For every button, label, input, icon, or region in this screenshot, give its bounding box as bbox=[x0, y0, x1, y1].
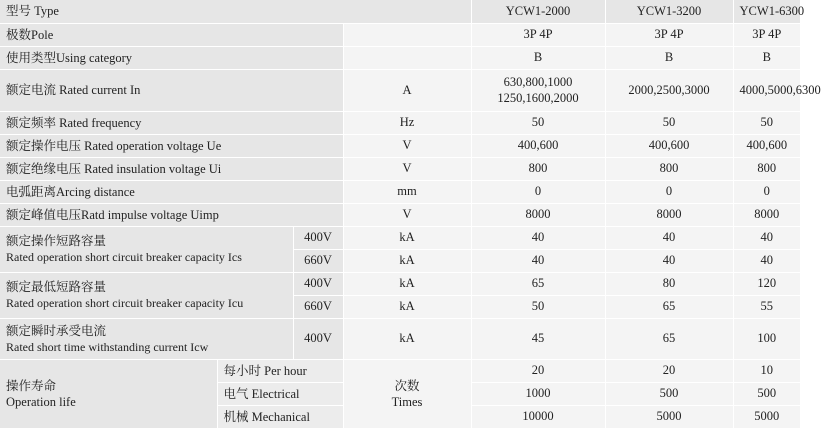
icw-val-3: 100 bbox=[733, 318, 800, 359]
arcing-label bbox=[0, 180, 343, 203]
life-electrical-val-1: 1000 bbox=[471, 382, 605, 405]
rated-current-en: Rated current In bbox=[56, 83, 141, 97]
ins-voltage-label bbox=[0, 157, 343, 180]
icu-400-unit: kA bbox=[343, 272, 471, 295]
ins-voltage-en: Rated insulation voltage Ui bbox=[81, 161, 222, 176]
life-mechanical-cn: 机械 bbox=[223, 408, 249, 424]
ics-400-unit: kA bbox=[343, 226, 471, 249]
life-hour-val-2: 20 bbox=[605, 360, 733, 383]
icu-660-voltage: 660V bbox=[293, 295, 343, 318]
life-hour-label bbox=[217, 360, 343, 383]
ics-660-voltage: 660V bbox=[293, 249, 343, 272]
unit-header bbox=[343, 0, 471, 23]
icw-en: Rated short time withstanding current Icw bbox=[6, 339, 209, 354]
ics-400-val-1: 40 bbox=[471, 226, 605, 249]
rated-current-val-1-line2: 1250,1600,2000 bbox=[497, 91, 579, 105]
life-electrical-val-3: 500 bbox=[733, 382, 800, 405]
rated-current-val-2: 2000,2500,3000 bbox=[605, 69, 733, 111]
impulse-en: Ratd impulse voltage Uimp bbox=[81, 207, 219, 222]
op-voltage-en: Rated operation voltage Ue bbox=[81, 138, 222, 153]
type-label-cn: 型号 bbox=[6, 3, 32, 19]
icw-cn: 额定瞬时承受电流 bbox=[6, 322, 107, 338]
life-table bbox=[0, 360, 800, 429]
arcing-cn: 电弧距离 bbox=[6, 183, 57, 199]
life-hour-val-1: 20 bbox=[471, 360, 605, 383]
category-unit bbox=[343, 46, 471, 69]
row-icw bbox=[0, 318, 800, 359]
row-category bbox=[0, 46, 800, 69]
type-label bbox=[0, 0, 343, 23]
ics-660-val-1: 40 bbox=[471, 249, 605, 272]
icw-val-2: 65 bbox=[605, 318, 733, 359]
model-3: YCW1-6300 bbox=[733, 0, 800, 23]
icu-660-val-1: 50 bbox=[471, 295, 605, 318]
op-voltage-cn: 额定操作电压 bbox=[6, 137, 82, 153]
icu-660-val-3: 55 bbox=[733, 295, 800, 318]
spec-table bbox=[0, 0, 805, 24]
category-cn: 使用类型 bbox=[6, 49, 57, 65]
ics-660-val-3: 40 bbox=[733, 249, 800, 272]
icu-400-val-1: 65 bbox=[471, 272, 605, 295]
icu-660-unit: kA bbox=[343, 295, 471, 318]
impulse-cn: 额定峰值电压 bbox=[6, 206, 82, 222]
frequency-val-2: 50 bbox=[605, 111, 733, 134]
life-electrical-en: Electrical bbox=[248, 386, 300, 401]
op-voltage-label bbox=[0, 134, 343, 157]
ics-en: Rated operation short circuit breaker capacity Ics bbox=[6, 250, 242, 264]
life-electrical-label bbox=[217, 382, 343, 405]
op-voltage-val-2: 400,600 bbox=[605, 134, 733, 157]
ics-660-unit: kA bbox=[343, 249, 471, 272]
row-life-hour bbox=[0, 360, 800, 383]
pole-unit bbox=[343, 24, 471, 47]
type-label-en: Type bbox=[31, 4, 59, 19]
ics-cn: 额定操作短路容量 bbox=[6, 233, 107, 248]
frequency-label bbox=[0, 111, 343, 134]
arcing-en: Arcing distance bbox=[56, 184, 135, 199]
life-mechanical-en: Mechanical bbox=[248, 409, 310, 424]
icw-label bbox=[0, 318, 293, 359]
life-en: Operation life bbox=[6, 394, 76, 409]
ins-voltage-unit: V bbox=[343, 157, 471, 180]
op-voltage-val-1: 400,600 bbox=[471, 134, 605, 157]
arcing-val-2: 0 bbox=[605, 180, 733, 203]
category-label bbox=[0, 46, 343, 69]
life-electrical-cn: 电气 bbox=[223, 385, 249, 401]
icw-voltage: 400V bbox=[293, 318, 343, 359]
life-unit bbox=[343, 360, 471, 429]
icu-label bbox=[0, 272, 293, 318]
header-row bbox=[0, 0, 800, 23]
row-op-voltage bbox=[0, 134, 800, 157]
impulse-val-3: 8000 bbox=[733, 203, 800, 226]
row-pole bbox=[0, 24, 800, 47]
impulse-label bbox=[0, 203, 343, 226]
ins-voltage-val-1: 800 bbox=[471, 157, 605, 180]
row-icu-400 bbox=[0, 272, 800, 295]
ics-400-val-2: 40 bbox=[605, 226, 733, 249]
pole-cn: 极数 bbox=[6, 26, 32, 42]
row-impulse bbox=[0, 203, 800, 226]
ics-400-val-3: 40 bbox=[733, 226, 800, 249]
impulse-unit: V bbox=[343, 203, 471, 226]
rated-current-cn: 额定电流 bbox=[6, 82, 57, 97]
life-label bbox=[0, 360, 217, 429]
life-mechanical-val-1: 10000 bbox=[471, 405, 605, 428]
pole-en: Pole bbox=[31, 27, 54, 42]
pole-val-1: 3P 4P bbox=[471, 24, 605, 47]
life-unit-en: Times bbox=[391, 394, 423, 409]
op-voltage-val-3: 400,600 bbox=[733, 134, 800, 157]
ics-label bbox=[0, 226, 293, 272]
row-rated-current bbox=[0, 69, 800, 111]
ins-voltage-val-3: 800 bbox=[733, 157, 800, 180]
category-val-3: B bbox=[733, 46, 800, 69]
pole-val-2: 3P 4P bbox=[605, 24, 733, 47]
pole-label bbox=[0, 24, 343, 47]
frequency-val-1: 50 bbox=[471, 111, 605, 134]
life-mechanical-val-3: 5000 bbox=[733, 405, 800, 428]
ins-voltage-val-2: 800 bbox=[605, 157, 733, 180]
icu-660-val-2: 65 bbox=[605, 295, 733, 318]
icw-unit: kA bbox=[343, 318, 471, 359]
ics-660-val-2: 40 bbox=[605, 249, 733, 272]
rated-current-label bbox=[0, 69, 343, 111]
rated-current-val-1 bbox=[471, 69, 605, 111]
impulse-val-1: 8000 bbox=[471, 203, 605, 226]
impulse-val-2: 8000 bbox=[605, 203, 733, 226]
row-ics-400 bbox=[0, 226, 800, 249]
arcing-val-3: 0 bbox=[733, 180, 800, 203]
rated-current-val-1-line1: 630,800,1000 bbox=[503, 75, 573, 89]
icu-400-voltage: 400V bbox=[293, 272, 343, 295]
life-mechanical-val-2: 5000 bbox=[605, 405, 733, 428]
category-val-2: B bbox=[605, 46, 733, 69]
category-en: Using category bbox=[56, 50, 133, 65]
life-electrical-val-2: 500 bbox=[605, 382, 733, 405]
icu-cn: 额定最低短路容量 bbox=[6, 279, 107, 294]
ics-400-voltage: 400V bbox=[293, 226, 343, 249]
model-1: YCW1-2000 bbox=[471, 0, 605, 23]
life-hour-en: Per hour bbox=[261, 363, 307, 378]
row-frequency bbox=[0, 111, 800, 134]
row-ins-voltage bbox=[0, 157, 800, 180]
arcing-unit: mm bbox=[343, 180, 471, 203]
arcing-val-1: 0 bbox=[471, 180, 605, 203]
icu-400-val-3: 120 bbox=[733, 272, 800, 295]
life-cn: 操作寿命 bbox=[6, 377, 57, 393]
icu-400-val-2: 80 bbox=[605, 272, 733, 295]
frequency-val-3: 50 bbox=[733, 111, 800, 134]
rated-current-val-3: 4000,5000,6300 bbox=[733, 69, 800, 111]
ins-voltage-cn: 额定绝缘电压 bbox=[6, 160, 82, 176]
rated-current-unit: A bbox=[343, 69, 471, 111]
life-hour-cn: 每小时 bbox=[223, 362, 262, 378]
life-unit-cn: 次数 bbox=[394, 377, 420, 393]
icw-val-1: 45 bbox=[471, 318, 605, 359]
category-val-1: B bbox=[471, 46, 605, 69]
model-2: YCW1-3200 bbox=[605, 0, 733, 23]
life-mechanical-label bbox=[217, 405, 343, 428]
frequency-en: Rated frequency bbox=[56, 115, 142, 130]
pole-val-3: 3P 4P bbox=[733, 24, 800, 47]
op-voltage-unit: V bbox=[343, 134, 471, 157]
icu-en: Rated operation short circuit breaker capacity Icu bbox=[6, 296, 244, 310]
frequency-cn: 额定频率 bbox=[6, 114, 57, 130]
row-arcing bbox=[0, 180, 800, 203]
spec-body bbox=[0, 24, 821, 360]
frequency-unit: Hz bbox=[343, 111, 471, 134]
life-hour-val-3: 10 bbox=[733, 360, 800, 383]
